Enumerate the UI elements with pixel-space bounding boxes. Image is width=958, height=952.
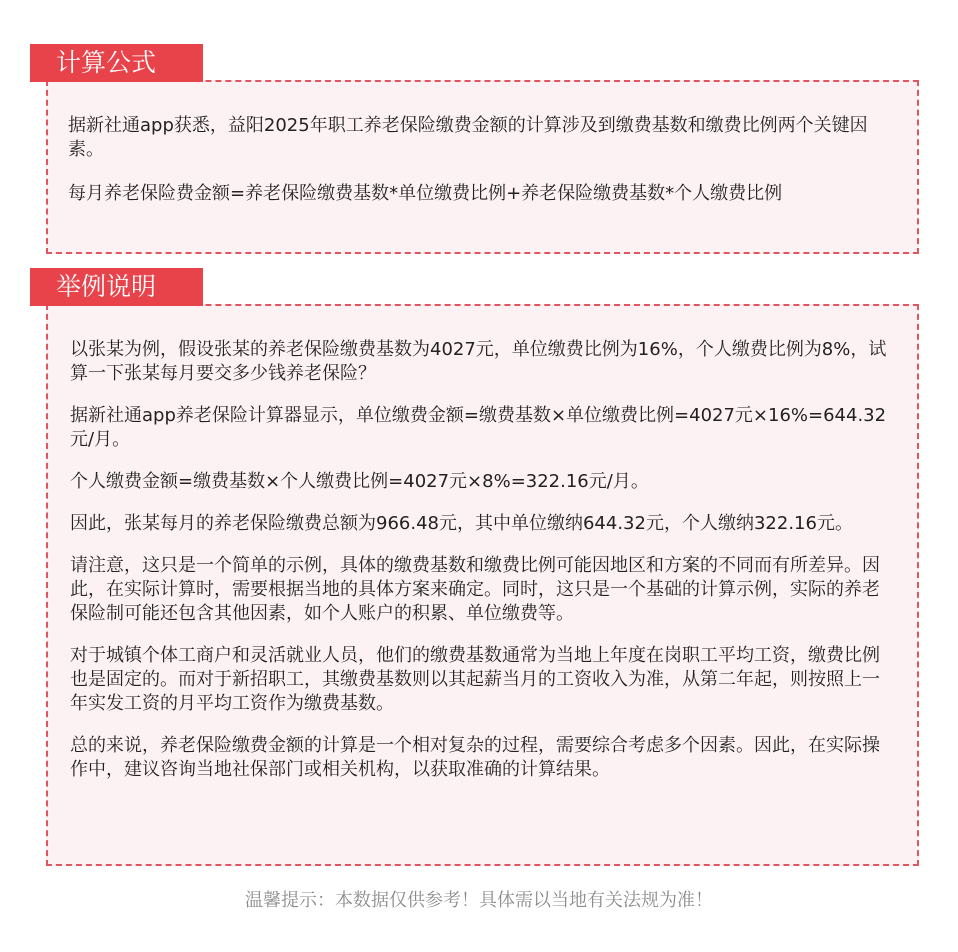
formula-paragraph: 据新社通app获悉，益阳2025年职工养老保险缴费金额的计算涉及到缴费基数和缴费比例两个关键因素。	[68, 115, 868, 160]
example-box	[46, 304, 919, 866]
example-paragraph: 因此，张某每月的养老保险缴费总额为966.48元，其中单位缴纳644.32元，个人缴纳322.16元。	[70, 513, 853, 534]
example-paragraph: 以张某为例，假设张某的养老保险缴费基数为4027元，单位缴费比例为16%，个人缴费比例为8%，试算一下张某每月要交多少钱养老保险？	[70, 339, 887, 384]
example-paragraph: 对于城镇个体工商户和灵活就业人员，他们的缴费基数通常为当地上年度在岗职工平均工资，缴费比例也是固定的。而对于新招职工，其缴费基数则以其起薪当月的工资收入为准，从第二年起，则按照上一年实发工资的月平均工资作为缴费基数。	[70, 645, 880, 714]
example-paragraph: 个人缴费金额=缴费基数×个人缴费比例=4027元×8%=322.16元/月。	[70, 471, 649, 492]
example-section-title: 举例说明	[30, 268, 203, 306]
formula-box	[46, 80, 919, 254]
footer-note: 温馨提示：本数据仅供参考！具体需以当地有关法规为准！	[245, 890, 713, 911]
formula-paragraph: 每月养老保险费金额=养老保险缴费基数*单位缴费比例+养老保险缴费基数*个人缴费比例	[68, 183, 783, 204]
example-paragraph: 据新社通app养老保险计算器显示，单位缴费金额=缴费基数×单位缴费比例=4027元×16%=644.32元/月。	[70, 405, 887, 450]
example-paragraph: 请注意，这只是一个简单的示例，具体的缴费基数和缴费比例可能因地区和方案的不同而有所差异。因此，在实际计算时，需要根据当地的具体方案来确定。同时，这只是一个基础的计算示例，实际的养老保险制可能还包含其他因素，如个人账户的积累、单位缴费等。	[70, 555, 880, 624]
formula-section-title: 计算公式	[30, 44, 203, 82]
example-paragraph: 总的来说，养老保险缴费金额的计算是一个相对复杂的过程，需要综合考虑多个因素。因此，在实际操作中，建议咨询当地社保部门或相关机构，以获取准确的计算结果。	[70, 735, 880, 780]
